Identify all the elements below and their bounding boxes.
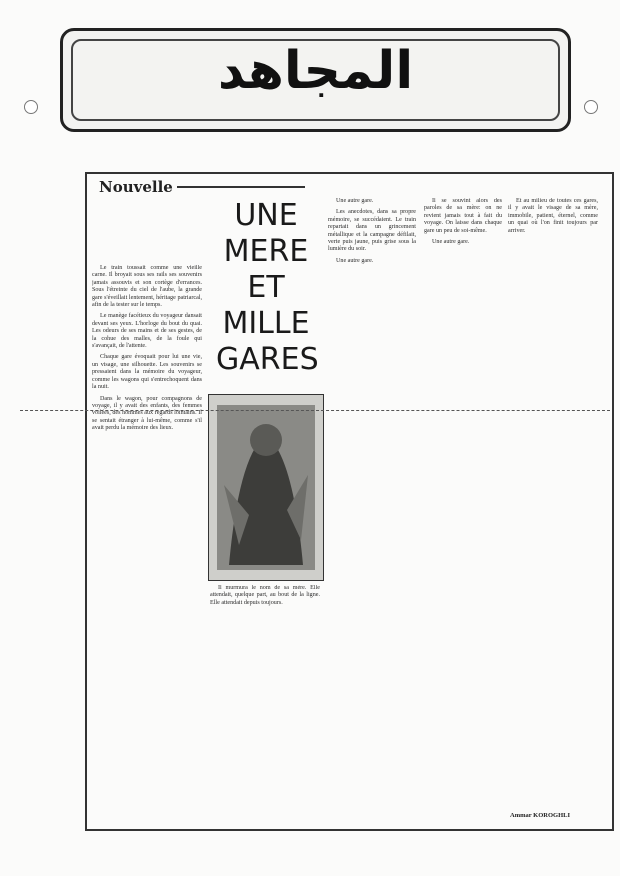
paragraph: Le train toussait comme une vieille carne. Il broyait sous ses rails ses souvenirs jamais assouvis et son cortège d'errances. Sous l'étreinte du ciel de l'aube, la grande gare s'éveillait lentement, héritage patriarcal, afin de la tester sur le temps. <box>92 265 202 309</box>
article-photo <box>208 394 324 581</box>
article-column-3 <box>328 198 416 825</box>
article-column-4 <box>424 198 502 825</box>
title-line: UNE <box>234 198 298 233</box>
paragraph: Chaque gare évoquait pour lui une vie, un visage, une silhouette. Les souvenirs se pressaient dans la mémoire du voyageur, comme les wagons qui s'entrechoquent dans la nuit. <box>92 354 202 391</box>
title-line: GARES <box>216 342 319 377</box>
masthead-title: المجاهد <box>217 41 414 101</box>
author-signature: Ammar KOROGHLI <box>510 812 571 819</box>
article-kicker: Nouvelle <box>95 178 177 196</box>
paragraph: Les anecdotes, dans sa propre mémoire, se succédaient. Le train repartait dans un grincement métallique et la campagne défilait, verte puis jaune, puis grise sous la lumière du soir. <box>328 209 416 253</box>
title-line: MILLE <box>222 306 310 341</box>
paragraph: Et au milieu de toutes ces gares, il y avait le visage de sa mère, immobile, patient, éternel, comme un quai où l'on finit toujours par arriver. <box>508 198 598 234</box>
paragraph: Une autre gare. <box>336 257 374 264</box>
newspaper-masthead <box>60 28 571 132</box>
paper-fold-line <box>20 410 610 412</box>
paragraph: Il se souvint alors des paroles de sa mère: on ne revient jamais tout à fait du voyage. On laisse dans chaque gare un peu de soi-même. <box>424 198 502 234</box>
photo-illustration <box>209 395 323 580</box>
paragraph: Il murmura le nom de sa mère. Elle attendait, quelque part, au bout de la ligne. Elle attendait depuis toujours. <box>210 585 320 606</box>
punch-hole <box>24 100 38 114</box>
article-title <box>216 198 319 378</box>
title-line: MERE <box>223 234 309 269</box>
paragraph: Le manège facétieux du voyageur dansait devant ses yeux. L'horloge du bout du quai. Les odeurs de ses mains et de ses gestes, de la cohue des malles, de la foule qui s'avançait, de l'attente. <box>92 313 202 350</box>
paragraph: Une autre gare. <box>432 239 470 246</box>
article-column-2 <box>210 585 320 825</box>
title-line: ET <box>247 270 285 305</box>
punch-hole <box>584 100 598 114</box>
paragraph: Une autre gare. <box>336 198 374 204</box>
article-column-1 <box>92 265 202 825</box>
paragraph: Dans le wagon, pour compagnons de voyage, il y avait des enfants, des femmes voilées, des hommes aux regards lointains. Il se sentait étranger à lui-même, comme s'il avait perdu la mémoire des lieux. <box>92 395 202 432</box>
article-column-5 <box>508 198 598 808</box>
